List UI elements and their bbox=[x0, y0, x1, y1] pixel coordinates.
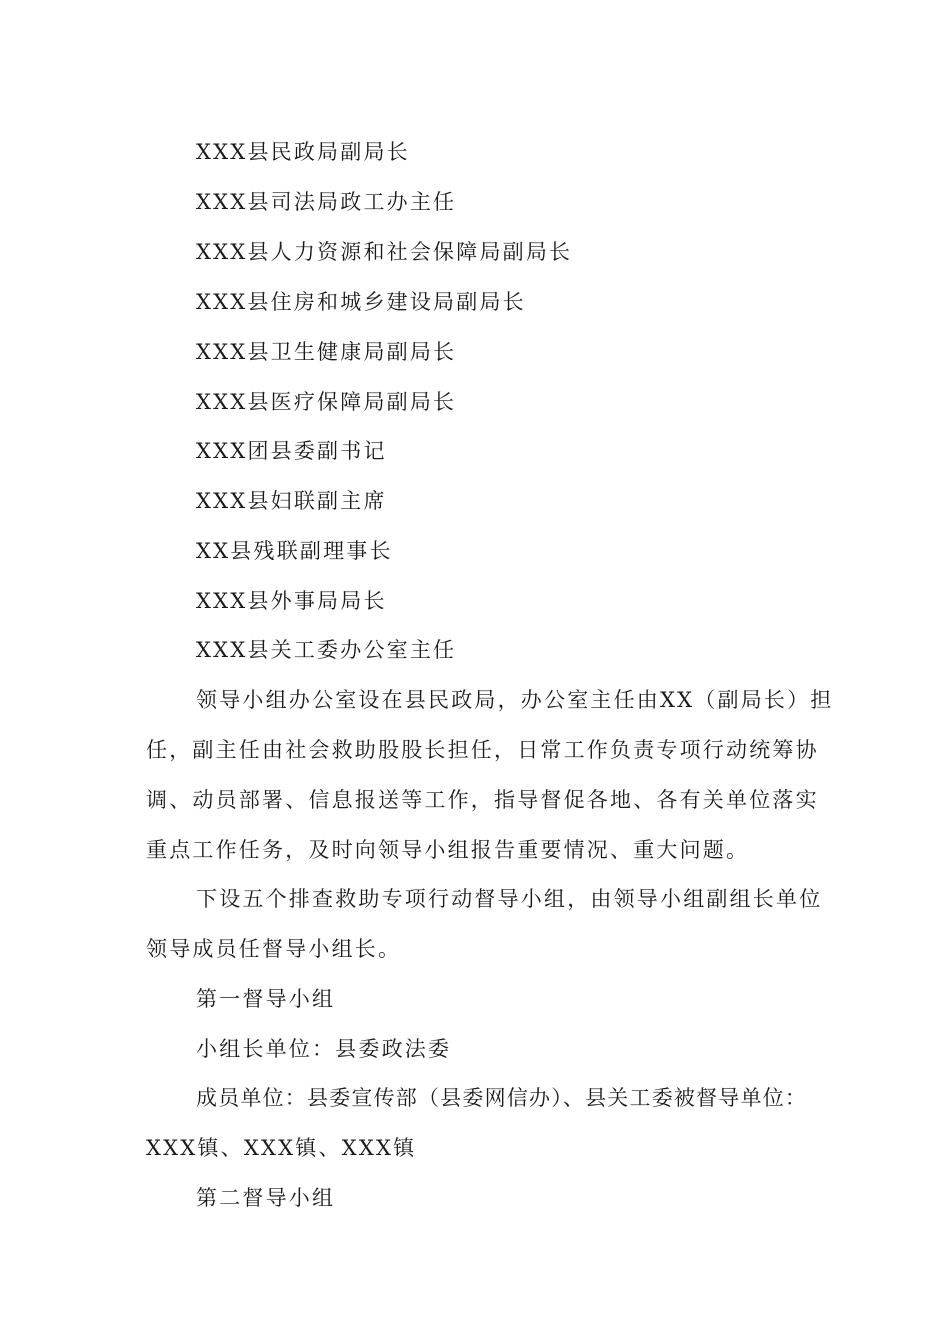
office-paragraph-line: 调、动员部署、信息报送等工作，指导督促各地、各有关单位落实 bbox=[146, 788, 819, 812]
groups-paragraph-line: 下设五个排查救助专项行动督导小组，由领导小组副组长单位 bbox=[196, 887, 823, 911]
group1-leader: 小组长单位：县委政法委 bbox=[196, 1037, 452, 1061]
member-line: XXX县司法局政工办主任 bbox=[196, 190, 457, 214]
group1-title: 第一督导小组 bbox=[196, 987, 336, 1011]
member-line: XXX县民政局副局长 bbox=[196, 140, 410, 164]
office-paragraph-line: 重点工作任务，及时向领导小组报告重要情况、重大问题。 bbox=[146, 838, 750, 862]
office-paragraph-line: 领导小组办公室设在县民政局，办公室主任由XX（副局长）担 bbox=[196, 688, 834, 712]
member-line: XXX县人力资源和社会保障局副局长 bbox=[196, 240, 573, 264]
group2-title: 第二督导小组 bbox=[196, 1186, 336, 1210]
member-line: XXX县关工委办公室主任 bbox=[196, 638, 457, 662]
member-line: XXX县妇联副主席 bbox=[196, 489, 387, 513]
groups-paragraph-line: 领导成员任督导小组长。 bbox=[146, 937, 402, 961]
member-line: XXX县医疗保障局副局长 bbox=[196, 390, 457, 414]
member-line: XXX团县委副书记 bbox=[196, 439, 387, 463]
member-line: XX县残联副理事长 bbox=[196, 539, 393, 563]
office-paragraph-line: 任，副主任由社会救助股股长担任，日常工作负责专项行动统筹协 bbox=[146, 738, 819, 762]
group1-members: 成员单位：县委宣传部（县委网信办）、县关工委被督导单位： bbox=[196, 1086, 808, 1110]
member-line: XXX县住房和城乡建设局副局长 bbox=[196, 290, 526, 314]
group1-members-cont: XXX镇、XXX镇、XXX镇 bbox=[146, 1136, 417, 1160]
member-line: XXX县卫生健康局副局长 bbox=[196, 340, 457, 364]
member-line: XXX县外事局局长 bbox=[196, 589, 387, 613]
